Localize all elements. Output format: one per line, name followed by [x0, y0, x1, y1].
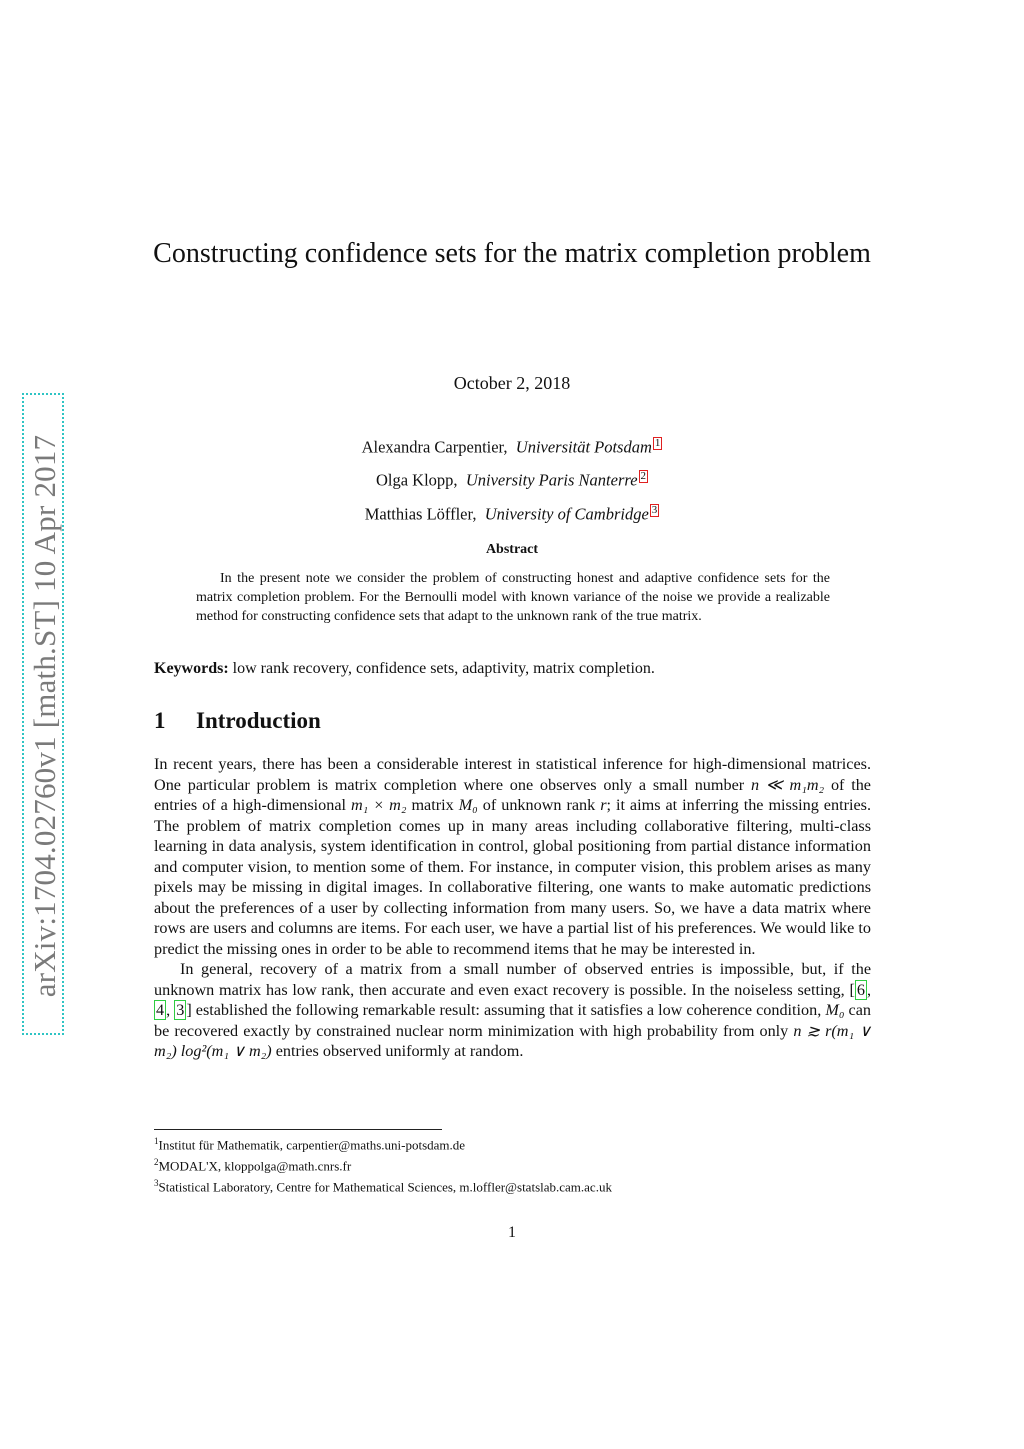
author-name: Olga Klopp,: [375, 470, 458, 490]
author-name: Alexandra Carpentier,: [361, 437, 508, 457]
footnote-text: Institut für Mathematik, carpentier@maths.uni-potsdam.de: [158, 1137, 466, 1153]
footnote-text: Statistical Laboratory, Centre for Mathematical Sciences, m.loffler@statslab.cam.ac.uk: [158, 1178, 612, 1194]
abstract-text: In the present note we consider the problem of constructing honest and adaptive confidence sets for the matrix completion problem. For the Bernoulli model with known variance of the noise we provide a realizable method for constructing confidence sets that adapt to the unknown rank of the true matrix.: [196, 571, 830, 624]
author-3: [150, 504, 874, 525]
paragraph-2: In general, recovery of a matrix from a small number of observed entries is impossible, but, if the unknown matrix has low rank, then accurate and even exact recovery is possible. In the noiseless setting, [ 6 , 4 , 3 ] established the following remarkable result: assuming that it satisfies a low coherence condition, M₀ can be recovered exactly by constrained nuclear norm minimization with high probability from only n ≳ r(m₁ ∨ m₂) log²(m₁ ∨ m₂) entries observed uniformly at random.: [154, 960, 871, 1060]
author-affiliation: University of Cambridge: [484, 504, 649, 524]
arxiv-stamp-text: arXiv:1704.02760v1 [math.ST] 10 Apr 2017: [27, 434, 62, 998]
paper-title: Constructing confidence sets for the matrix completion problem: [153, 238, 871, 269]
footnote-2: [154, 1154, 874, 1175]
paragraph-1: [154, 754, 871, 959]
text-run: matrix: [406, 796, 459, 814]
keywords-text: low rank recovery, confidence sets, adaptivity, matrix completion.: [232, 660, 655, 677]
keywords-label: Keywords:: [154, 660, 229, 677]
footnote-divider: [154, 1129, 442, 1130]
footnote-mark: 1: [154, 1136, 159, 1146]
text-run: In general, recovery of a matrix from a small number of observed entries is impossible, but, if the unknown matrix has low rank, then accurate and even exact recovery is possible. In the noiseless setting, [: [154, 960, 871, 999]
arxiv-stamp[interactable]: [22, 393, 64, 1035]
section-title: Introduction: [196, 708, 321, 733]
author-affiliation: Universität Potsdam: [515, 437, 652, 457]
author-name: Matthias Löffler,: [364, 504, 477, 524]
text-run: ; it aims at inferring the missing entries. The problem of matrix completion comes up in many areas including collaborative filtering, multi-class learning in data analysis, system identification in control, global positioning from partial distance information and computer vision, to mention some of them. For instance, in computer vision, this problem arises as many pixels may be missing in digital images. In collaborative filtering, one wants to make automatic predictions about the preferences of a user by collecting information from many users. So, we have a data matrix where rows are users and columns are items. For each user, we have a partial list of his preferences. We would like to predict the missing ones in order to be able to recommend items that he may be interested in.: [154, 796, 871, 958]
math-inline: n ≳ r(m₁ ∨ m₂) log²(m₁ ∨ m₂): [154, 1021, 871, 1060]
citation-link[interactable]: 3: [176, 1001, 185, 1019]
text-run: can be recovered exactly by constrained nuclear norm minimization with high probability from only: [154, 1001, 871, 1040]
math-inline: M₀: [458, 796, 478, 814]
section-heading: [154, 708, 321, 734]
text-run: In recent years, there has been a considerable interest in statistical inference for high-dimensional matrices. One particular problem is matrix completion where one observes only a small number: [154, 755, 871, 794]
author-affiliation: University Paris Nanterre: [465, 470, 638, 490]
paper-date: October 2, 2018: [453, 373, 571, 393]
footnote-1: [154, 1133, 874, 1154]
footnote-mark: 2: [154, 1156, 159, 1167]
citation-link[interactable]: 6: [856, 980, 865, 999]
footnote-ref-2[interactable]: 2: [640, 470, 647, 482]
footnotes: [154, 1133, 874, 1195]
math-inline: r: [600, 796, 607, 814]
author-1: [150, 437, 874, 458]
footnote-3: [154, 1175, 874, 1196]
author-2: [150, 470, 874, 491]
text-run: of the entries of a high-dimensional: [154, 775, 871, 814]
footnote-mark: 3: [154, 1177, 159, 1188]
body-text: [154, 754, 871, 1062]
abstract-heading: Abstract: [485, 542, 539, 557]
math-inline: m₁ × m₂: [350, 796, 407, 814]
footnote-text: MODAL'X, kloppolga@math.cnrs.fr: [158, 1158, 352, 1174]
keywords: [154, 660, 874, 678]
text-run: ] established the following remarkable result: assuming that it satisfies a low coherence condition,: [186, 1001, 826, 1019]
math-inline: n ≪ m₁m₂: [750, 775, 825, 794]
text-run: of unknown rank: [477, 796, 601, 814]
text-run: entries observed uniformly at random.: [271, 1042, 524, 1060]
section-number: 1: [154, 708, 166, 733]
footnote-ref-3[interactable]: 3: [651, 504, 658, 516]
footnote-ref-1[interactable]: 1: [654, 437, 661, 449]
citation-link[interactable]: 4: [156, 1001, 165, 1019]
math-inline: M₀: [825, 1001, 845, 1019]
page-number: 1: [508, 1224, 516, 1241]
